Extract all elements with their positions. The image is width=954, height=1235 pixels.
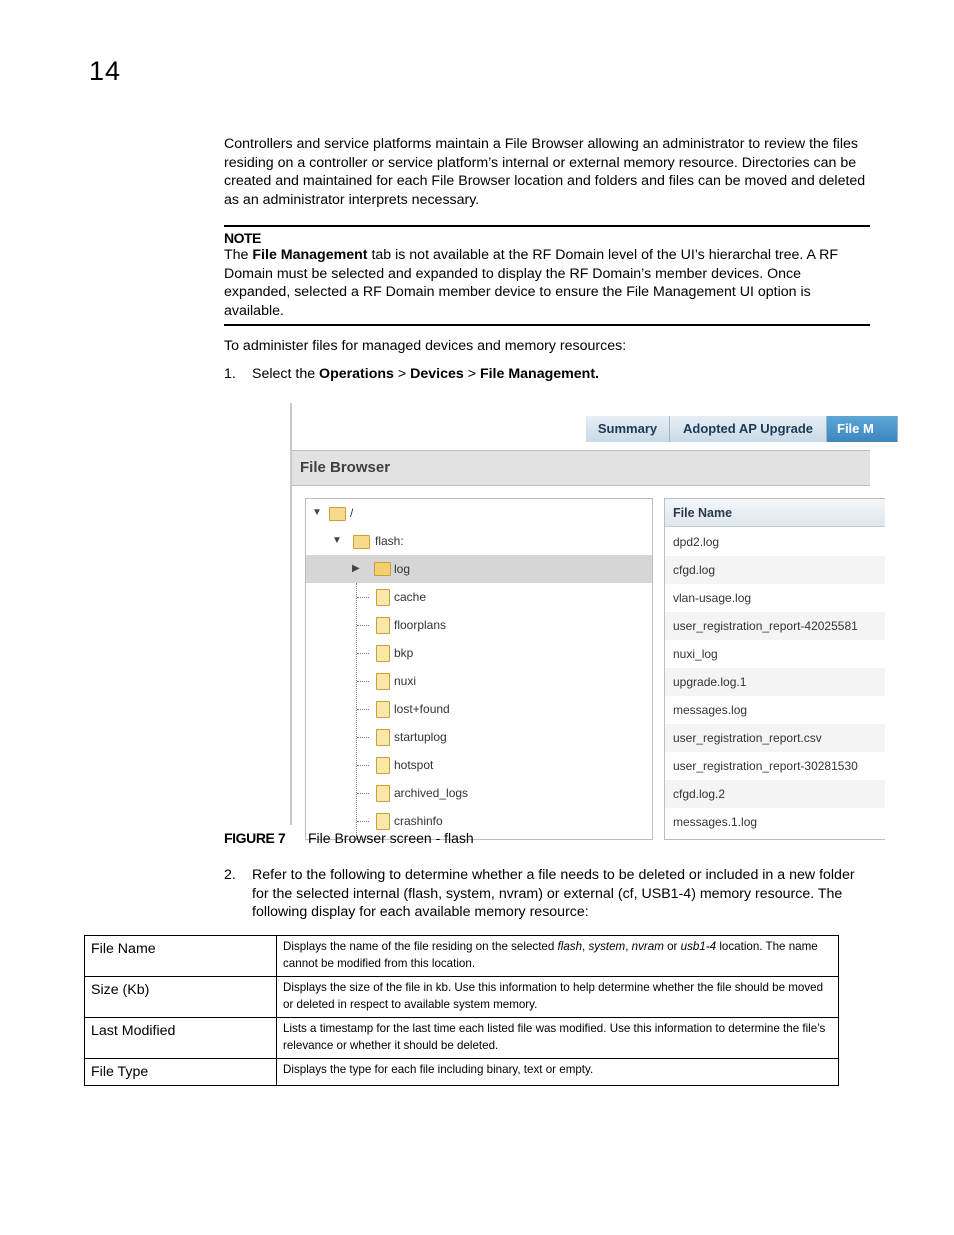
- administer-text: To administer files for managed devices and memory resources:: [224, 338, 627, 354]
- file-row[interactable]: user_registration_report-42025581: [665, 612, 885, 640]
- folder-open-icon: [353, 535, 370, 549]
- folder-open-icon: [329, 507, 346, 521]
- tree-connector: [357, 765, 369, 766]
- table-description: Lists a timestamp for the last time each listed file was modified. Use this information to determine the file’s relevance or whether it should be deleted.: [277, 1018, 839, 1059]
- menu-operations: Operations: [319, 366, 394, 382]
- table-row: [85, 977, 839, 1018]
- file-row[interactable]: user_registration_report.csv: [665, 724, 885, 752]
- folder-icon: [376, 757, 390, 774]
- tree-node-lost-found[interactable]: [306, 695, 652, 723]
- table-row: [85, 1018, 839, 1059]
- tree-node-label: bkp: [394, 646, 414, 660]
- folder-icon: [376, 673, 390, 690]
- tree-connector: [357, 681, 369, 682]
- tree-node-cache[interactable]: [306, 583, 652, 611]
- tree-node-startuplog[interactable]: [306, 723, 652, 751]
- desc-italic: system: [588, 940, 626, 953]
- note-top-rule: [224, 225, 870, 227]
- tree-node-label: log: [394, 562, 411, 576]
- note-bottom-rule: [224, 324, 870, 326]
- note-lead: The: [224, 247, 253, 263]
- tree-node-label: hotspot: [394, 758, 434, 772]
- note-bold: File Management: [252, 247, 368, 263]
- tree-node-bkp[interactable]: [306, 639, 652, 667]
- folder-icon: [376, 813, 390, 830]
- tab-file-management[interactable]: File M: [827, 416, 898, 442]
- step-1-separator: >: [463, 366, 480, 382]
- expanded-arrow-icon[interactable]: ▼: [312, 507, 322, 518]
- tree-node-label: nuxi: [394, 674, 417, 688]
- tree-connector: [357, 821, 369, 822]
- tree-node-log[interactable]: [306, 555, 652, 583]
- chapter-number: 14: [89, 56, 122, 86]
- expanded-arrow-icon[interactable]: ▼: [332, 535, 342, 546]
- desc-italic: usb1-4: [680, 940, 717, 953]
- file-row[interactable]: cfgd.log.2: [665, 780, 885, 808]
- tree-node-flash[interactable]: [306, 527, 652, 555]
- file-row[interactable]: nuxi_log: [673, 647, 718, 661]
- column-header-file-name[interactable]: File Name: [665, 499, 885, 527]
- note-title: NOTE: [224, 230, 261, 246]
- folder-icon: [376, 701, 390, 718]
- table-row: [85, 936, 839, 977]
- step-1-prefix: Select the: [252, 366, 320, 382]
- folder-icon: [374, 562, 391, 576]
- file-row[interactable]: vlan-usage.log: [673, 591, 752, 605]
- tree-node-label: floorplans: [394, 618, 447, 632]
- tree-node-archived-logs[interactable]: [306, 779, 652, 807]
- table-description: Displays the size of the file in kb. Use this information to help determine whether the file should be moved or deleted in respect to available system memory.: [277, 977, 839, 1018]
- tree-node-label: flash:: [375, 534, 404, 548]
- desc-text: or: [663, 940, 681, 953]
- tree-node-hotspot[interactable]: [306, 751, 652, 779]
- desc-text: ,: [625, 940, 632, 953]
- tree-node-label: /: [350, 506, 354, 520]
- folder-icon: [376, 589, 390, 606]
- table-term: File Name: [85, 936, 277, 977]
- tree-node-nuxi[interactable]: [306, 667, 652, 695]
- step-2-number: 2.: [224, 867, 236, 883]
- table-description: [277, 936, 839, 977]
- file-row[interactable]: user_registration_report-30281530: [673, 759, 858, 773]
- tab-summary[interactable]: Summary: [586, 416, 670, 442]
- definitions-table: [84, 935, 839, 1086]
- tree-node-root[interactable]: [306, 499, 652, 527]
- menu-file-management: File Management.: [479, 366, 599, 382]
- desc-italic: nvram: [631, 940, 664, 953]
- tree-node-floorplans[interactable]: [306, 611, 652, 639]
- tree-node-label: startuplog: [394, 730, 447, 744]
- table-term: Last Modified: [85, 1018, 277, 1059]
- figure-caption: File Browser screen - flash: [308, 830, 474, 846]
- tree-node-label: cache: [394, 590, 427, 604]
- step-1-text: [252, 365, 870, 384]
- tree-connector: [357, 625, 369, 626]
- file-browser-screenshot: [290, 403, 874, 829]
- desc-italic: flash: [557, 940, 583, 953]
- file-browser-header: [292, 450, 870, 486]
- tree-connector: [357, 709, 369, 710]
- menu-devices: Devices: [410, 366, 464, 382]
- note-rest: tab is not available at the RF Domain level of the UI’s hierarchal tree. A RF Domain must be selected and expanded to display the RF Domain’s member devices. Once expanded, selected a RF Domain member device to ensure the File Management UI option is available.: [224, 247, 839, 320]
- tree-connector: [357, 653, 369, 654]
- tree-connector: [357, 597, 369, 598]
- file-list[interactable]: [664, 498, 885, 840]
- note-text: [224, 246, 870, 321]
- file-row[interactable]: dpd2.log: [673, 535, 720, 549]
- desc-text: Displays the name of the file residing on the selected: [283, 940, 558, 953]
- folder-icon: [376, 617, 390, 634]
- folder-icon: [376, 785, 390, 802]
- desc-text: ,: [582, 940, 589, 953]
- file-row[interactable]: cfgd.log: [665, 556, 885, 584]
- step-1-separator: >: [393, 366, 411, 382]
- directory-tree[interactable]: [305, 498, 653, 840]
- file-browser-title: File Browser: [300, 459, 391, 476]
- file-row[interactable]: upgrade.log.1: [665, 668, 885, 696]
- tree-node-label: archived_logs: [394, 786, 469, 800]
- tree-connector: [357, 737, 369, 738]
- table-term: File Type: [85, 1059, 277, 1086]
- table-row: [85, 1059, 839, 1086]
- table-term: Size (Kb): [85, 977, 277, 1018]
- table-description: Displays the type for each file including binary, text or empty.: [277, 1059, 839, 1086]
- step-1-number: 1.: [224, 366, 236, 382]
- intro-paragraph: Controllers and service platforms maintain a File Browser allowing an administrator to review the files residing on a controller or service platform’s internal or external memory resource. Directories can be created and maintained for each File Browser location and folders and files can be moved and deleted as an administrator interprets necessary.: [224, 136, 866, 209]
- collapsed-arrow-icon[interactable]: ▶: [352, 563, 360, 574]
- file-row[interactable]: messages.log: [673, 703, 748, 717]
- step-2-text: Refer to the following to determine whether a file needs to be deleted or included in a new folder for the selected internal (flash, system, nvram) or external (cf, USB1-4) memory resource. The following display for each available memory resource:: [252, 867, 855, 921]
- folder-icon: [376, 645, 390, 662]
- folder-icon: [376, 729, 390, 746]
- desc-text: location. The name cannot be modified from this location.: [283, 940, 818, 970]
- tree-node-label: crashinfo: [394, 814, 443, 828]
- tree-node-label: lost+found: [394, 702, 450, 716]
- figure-label: FIGURE 7: [224, 830, 286, 846]
- tab-adopted-ap-upgrade[interactable]: Adopted AP Upgrade: [670, 416, 827, 442]
- tree-connector: [357, 793, 369, 794]
- file-row[interactable]: messages.1.log: [673, 815, 758, 829]
